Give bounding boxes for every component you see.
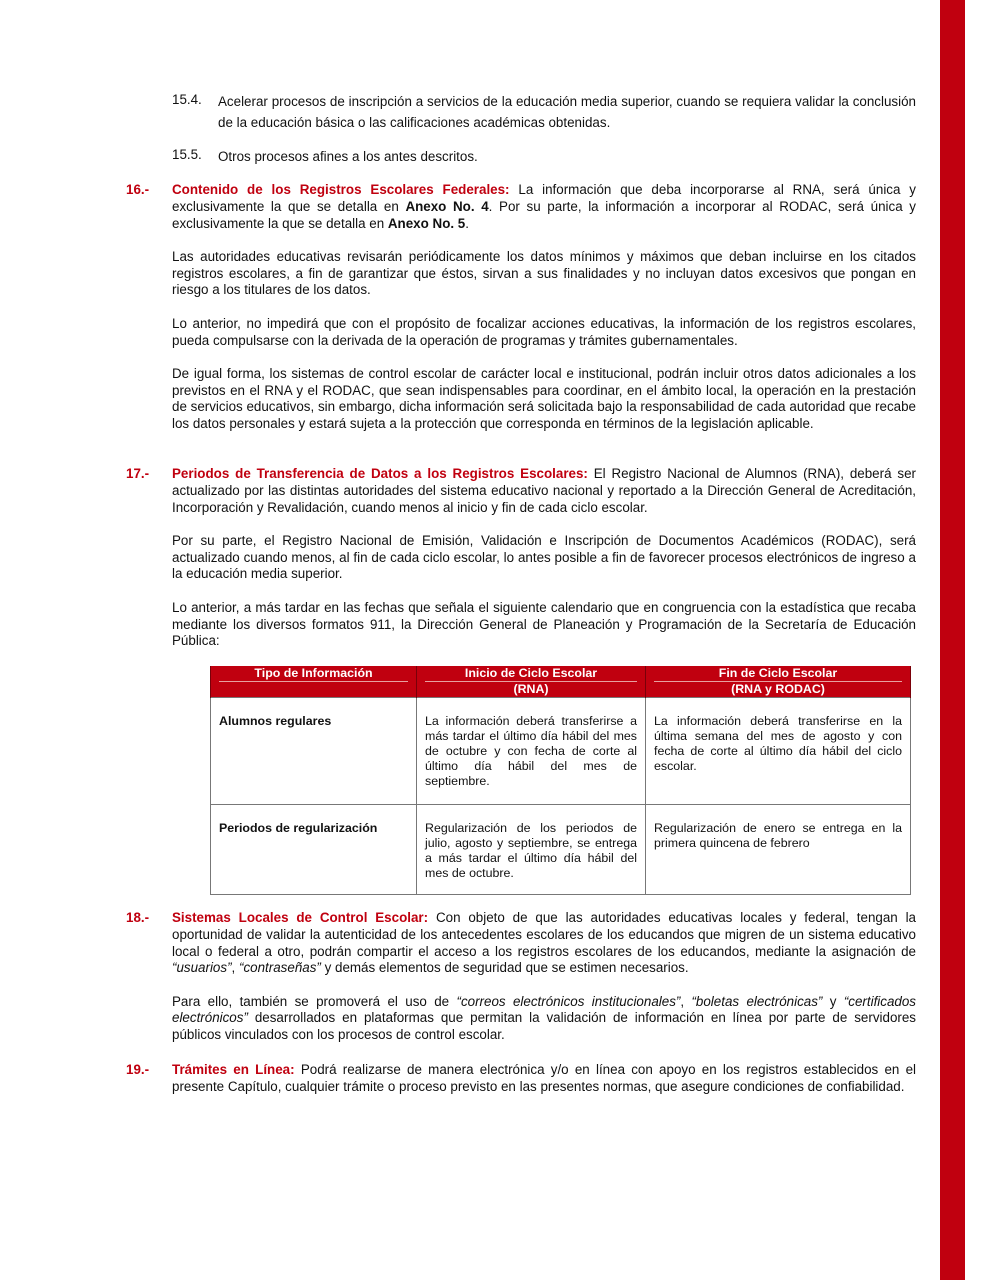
paragraph: Lo anterior, no impedirá que con el propósito de focalizar acciones educativas, la información de los registros escolares, pueda compulsarse con la derivada de la operación de programas y trámites gubernamentales. [172,315,916,348]
section-title: Trámites en Línea: [172,1062,295,1077]
header-sublabel: (RNA y RODAC) [731,682,825,696]
section-title: Contenido de los Registros Escolares Federales: [172,182,510,197]
header-label: Fin de Ciclo Escolar [654,666,902,682]
table-cell: La información deberá transferirse en la última semana del mes de agosto y con fecha de corte al último día hábil del ciclo escolar. [646,698,911,805]
text-run: Con objeto de que las autoridades educativas locales y federal, tengan la oportunidad de validar la autenticidad de los antecedentes escolares de los educandos que migren de un sistema educativo local o federal a otro, podrán compartir el acceso a los registros escolares de los educandos, mediante la asignación de [172,910,916,959]
paragraph [172,182,916,232]
section-18 [126,910,916,1061]
list-item [172,147,916,168]
annex-ref: Anexo No. 5 [387,215,466,231]
header-label: Inicio de Ciclo Escolar [425,666,637,682]
page-margin-bar [940,0,965,1280]
paragraph [172,910,916,977]
header-cell [417,666,646,698]
section-title: Sistemas Locales de Control Escolar: [172,910,429,925]
item-number: 15.4. [172,92,202,107]
table-cell: Regularización de enero se entrega en la primera quincena de febrero [646,805,911,895]
quoted-term: “usuarios” [172,960,232,976]
header-cell [211,666,417,698]
section-number: 16.- [126,182,150,197]
header-sublabel: (RNA) [513,682,549,696]
item-number: 15.5. [172,147,202,162]
section-number: 17.- [126,466,150,481]
text-run: , [231,960,239,976]
text-run: . [465,215,469,231]
section-title: Periodos de Transferencia de Datos a los Registros Escolares: [172,466,588,481]
section-17 [126,466,916,667]
calendar-table [210,666,911,895]
paragraph: Las autoridades educativas revisarán periódicamente los datos mínimos y máximos que deban incluirse en los citados registros escolares, a fin de garantizar que éstos, sirvan a sus finalidades y no incluyan datos excesivos que pongan en riesgo a los titulares de los datos. [172,248,916,298]
table-cell: Alumnos regulares [211,698,417,805]
quoted-term: “contraseñas” [239,960,321,976]
table-row [211,805,911,895]
text-run: Podrá realizarse de manera electrónica y/o en línea con apoyo en los registros establecidos en el presente Capítulo, cualquier trámite o proceso previsto en las presentes normas, que asegure condiciones de confiabilidad. [172,1062,916,1094]
text-run: . Por su parte, la información a incorporar al RODAC, será única y exclusivamente la que se detalla en [172,198,916,231]
annex-ref: Anexo No. 4 [405,198,489,214]
text-run: desarrollados en plataformas que permitan la validación de información en línea por parte de servidores públicos vinculados con los procesos de control escolar. [172,1010,916,1043]
text-run: La información que deba incorporarse al RNA, será única y exclusivamente la que se detalla en [172,182,916,214]
header-label: Tipo de Información [219,666,408,682]
quoted-term: “correos electrónicos institucionales” [456,993,681,1009]
table-cell: La información deberá transferirse a más tardar el último día hábil del mes de octubre y con fecha de corte al último día hábil del mes de septiembre. [417,698,646,805]
paragraph: Por su parte, el Registro Nacional de Emisión, Validación e Inscripción de Documentos Académicos (RODAC), será actualizado cuando menos, al fin de cada ciclo escolar, lo antes posible a fin de favorecer procesos electrónicos de ingreso a la educación media superior. [172,532,916,582]
section-19 [126,1062,916,1112]
text-run: y demás elementos de seguridad que se estimen necesarios. [320,960,689,976]
item-text: Acelerar procesos de inscripción a servicios de la educación media superior, cuando se requiera validar la conclusión de la educación básica o las calificaciones académicas obtenidas. [218,94,916,130]
paragraph: Lo anterior, a más tardar en las fechas que señala el siguiente calendario que en congruencia con la estadística que recaba mediante los diversos formatos 911, la Dirección General de Planeación y Programación de la Secretaría de Educación Pública: [172,599,916,649]
paragraph [172,1062,916,1096]
text-run: , [680,993,692,1009]
paragraph [172,466,916,516]
quoted-term: “boletas electrónicas” [691,993,823,1009]
item-text: Otros procesos afines a los antes descritos. [218,149,478,164]
text-run: y [822,993,844,1009]
table-cell: Periodos de regularización [211,805,417,895]
section-number: 19.- [126,1062,150,1077]
section-16 [126,182,916,450]
table-cell: Regularización de los periodos de julio, agosto y septiembre, se entrega a más tardar el último día hábil del mes de octubre. [417,805,646,895]
table-header-row [211,666,911,698]
section-number: 18.- [126,910,150,925]
quoted-term: “certificados electrónicos” [172,993,916,1026]
header-cell [646,666,911,698]
text-run: El Registro Nacional de Alumnos (RNA), deberá ser actualizado por las distintas autoridades del sistema educativo nacional y reportado a la Dirección General de Acreditación, Incorporación y Revalidación, cuando menos al inicio y fin de cada ciclo escolar. [172,466,916,515]
table-row [211,698,911,805]
paragraph: De igual forma, los sistemas de control escolar de carácter local e institucional, podrán incluir otros datos adicionales a los previstos en el RNA y el RODAC, que sean indispensables para coordinar, en el ámbito local, la operación en la prestación de servicios educativos, sin embargo, dicha información será solicitada bajo la responsabilidad de cada autoridad que recabe los datos personales y estará sujeta a la protección que corresponda en términos de la legislación aplicable. [172,365,916,432]
list-item [172,92,916,133]
paragraph [172,994,916,1044]
text-run: Para ello, también se promoverá el uso de [172,993,457,1009]
